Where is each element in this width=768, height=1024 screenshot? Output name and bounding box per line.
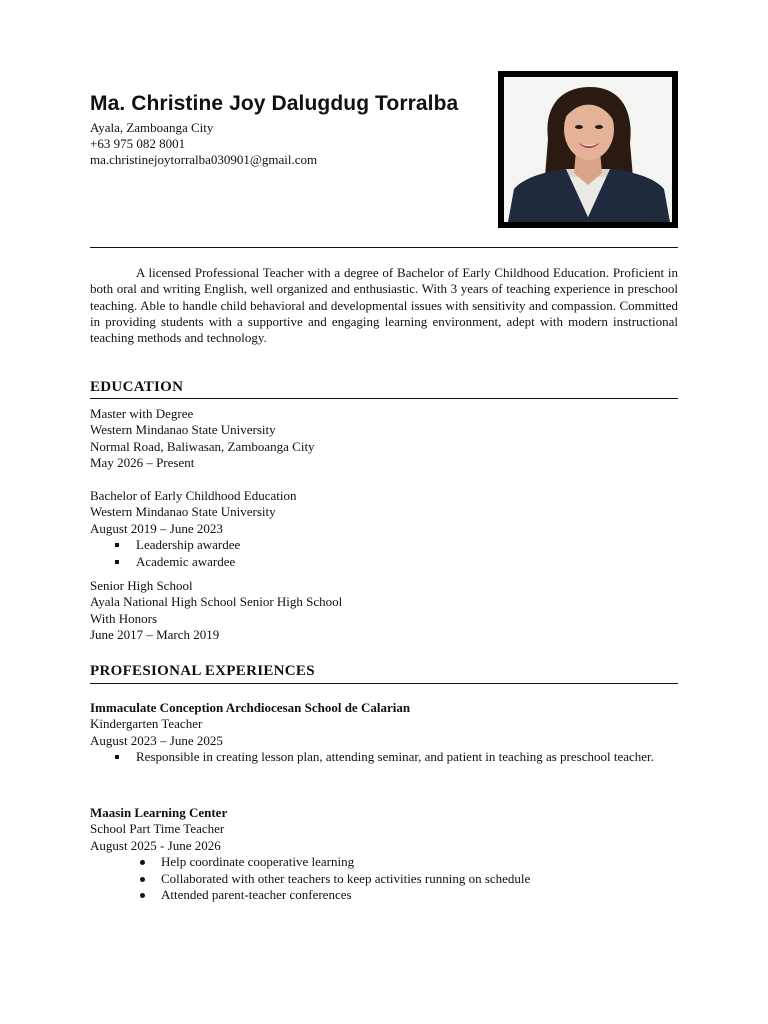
list-item: Academic awardee: [90, 554, 678, 570]
experience-heading: PROFESIONAL EXPERIENCES: [90, 663, 315, 679]
list-item: Leadership awardee: [90, 537, 678, 553]
list-item: Collaborated with other teachers to keep activities running on schedule: [90, 871, 678, 887]
address: Ayala, Zamboanga City: [90, 120, 214, 135]
experience-entry-icasc: [90, 700, 678, 766]
awards-list: [90, 537, 678, 570]
list-item: Responsible in creating lesson plan, attending seminar, and patient in teaching as preschool teacher.: [90, 749, 666, 765]
duties-list: [90, 854, 678, 903]
header-divider: [90, 247, 678, 248]
education-entry-masters: [90, 406, 678, 472]
profile-photo: [498, 71, 678, 228]
honors: With Honors: [90, 610, 157, 626]
dates: August 2019 – June 2023: [90, 520, 223, 536]
degree: Master with Degree: [90, 406, 194, 421]
applicant-name: Ma. Christine Joy Dalugdug Torralba: [90, 92, 459, 115]
list-item: Attended parent-teacher conferences: [90, 887, 678, 903]
school: Ayala National High School Senior High School: [90, 594, 343, 610]
education-entry-bachelor: [90, 488, 678, 570]
employer: Immaculate Conception Archdiocesan School de Calarian: [90, 700, 411, 715]
email-address: ma.christinejoytorralba030901@gmail.com: [90, 152, 318, 167]
contact-info: [90, 120, 317, 168]
employer: Maasin Learning Center: [90, 805, 228, 820]
experience-divider: [90, 683, 678, 684]
dates: August 2023 – June 2025: [90, 732, 223, 748]
degree: Bachelor of Early Childhood Education: [90, 488, 297, 503]
dates: August 2025 - June 2026: [90, 837, 221, 853]
education-divider: [90, 398, 678, 399]
list-item: Help coordinate cooperative learning: [90, 854, 678, 870]
dates: June 2017 – March 2019: [90, 627, 220, 643]
job-title: School Part Time Teacher: [90, 821, 225, 837]
phone-number: +63 975 082 8001: [90, 136, 186, 151]
school-address: Normal Road, Baliwasan, Zamboanga City: [90, 438, 315, 454]
professional-summary: A licensed Professional Teacher with a degree of Bachelor of Early Childhood Education. Proficient in both oral and writing English, well organized and enthusiastic. With 3 years of teaching experience in preschool teaching. Able to handle child behavioral and developmental issues with sensitivity and compassion. Committed in providing students with a supportive and engaging learning environment, adept with modern instructional teaching methods and technology.: [90, 265, 678, 346]
dates: May 2026 – Present: [90, 455, 195, 471]
education-entry-senior-high: [90, 578, 678, 644]
duties-list: [90, 749, 678, 765]
school: Western Mindanao State University: [90, 422, 276, 438]
level: Senior High School: [90, 578, 193, 593]
experience-entry-maasin: [90, 805, 678, 903]
education-heading: EDUCATION: [90, 379, 184, 395]
job-title: Kindergarten Teacher: [90, 716, 203, 732]
school: Western Mindanao State University: [90, 504, 276, 520]
